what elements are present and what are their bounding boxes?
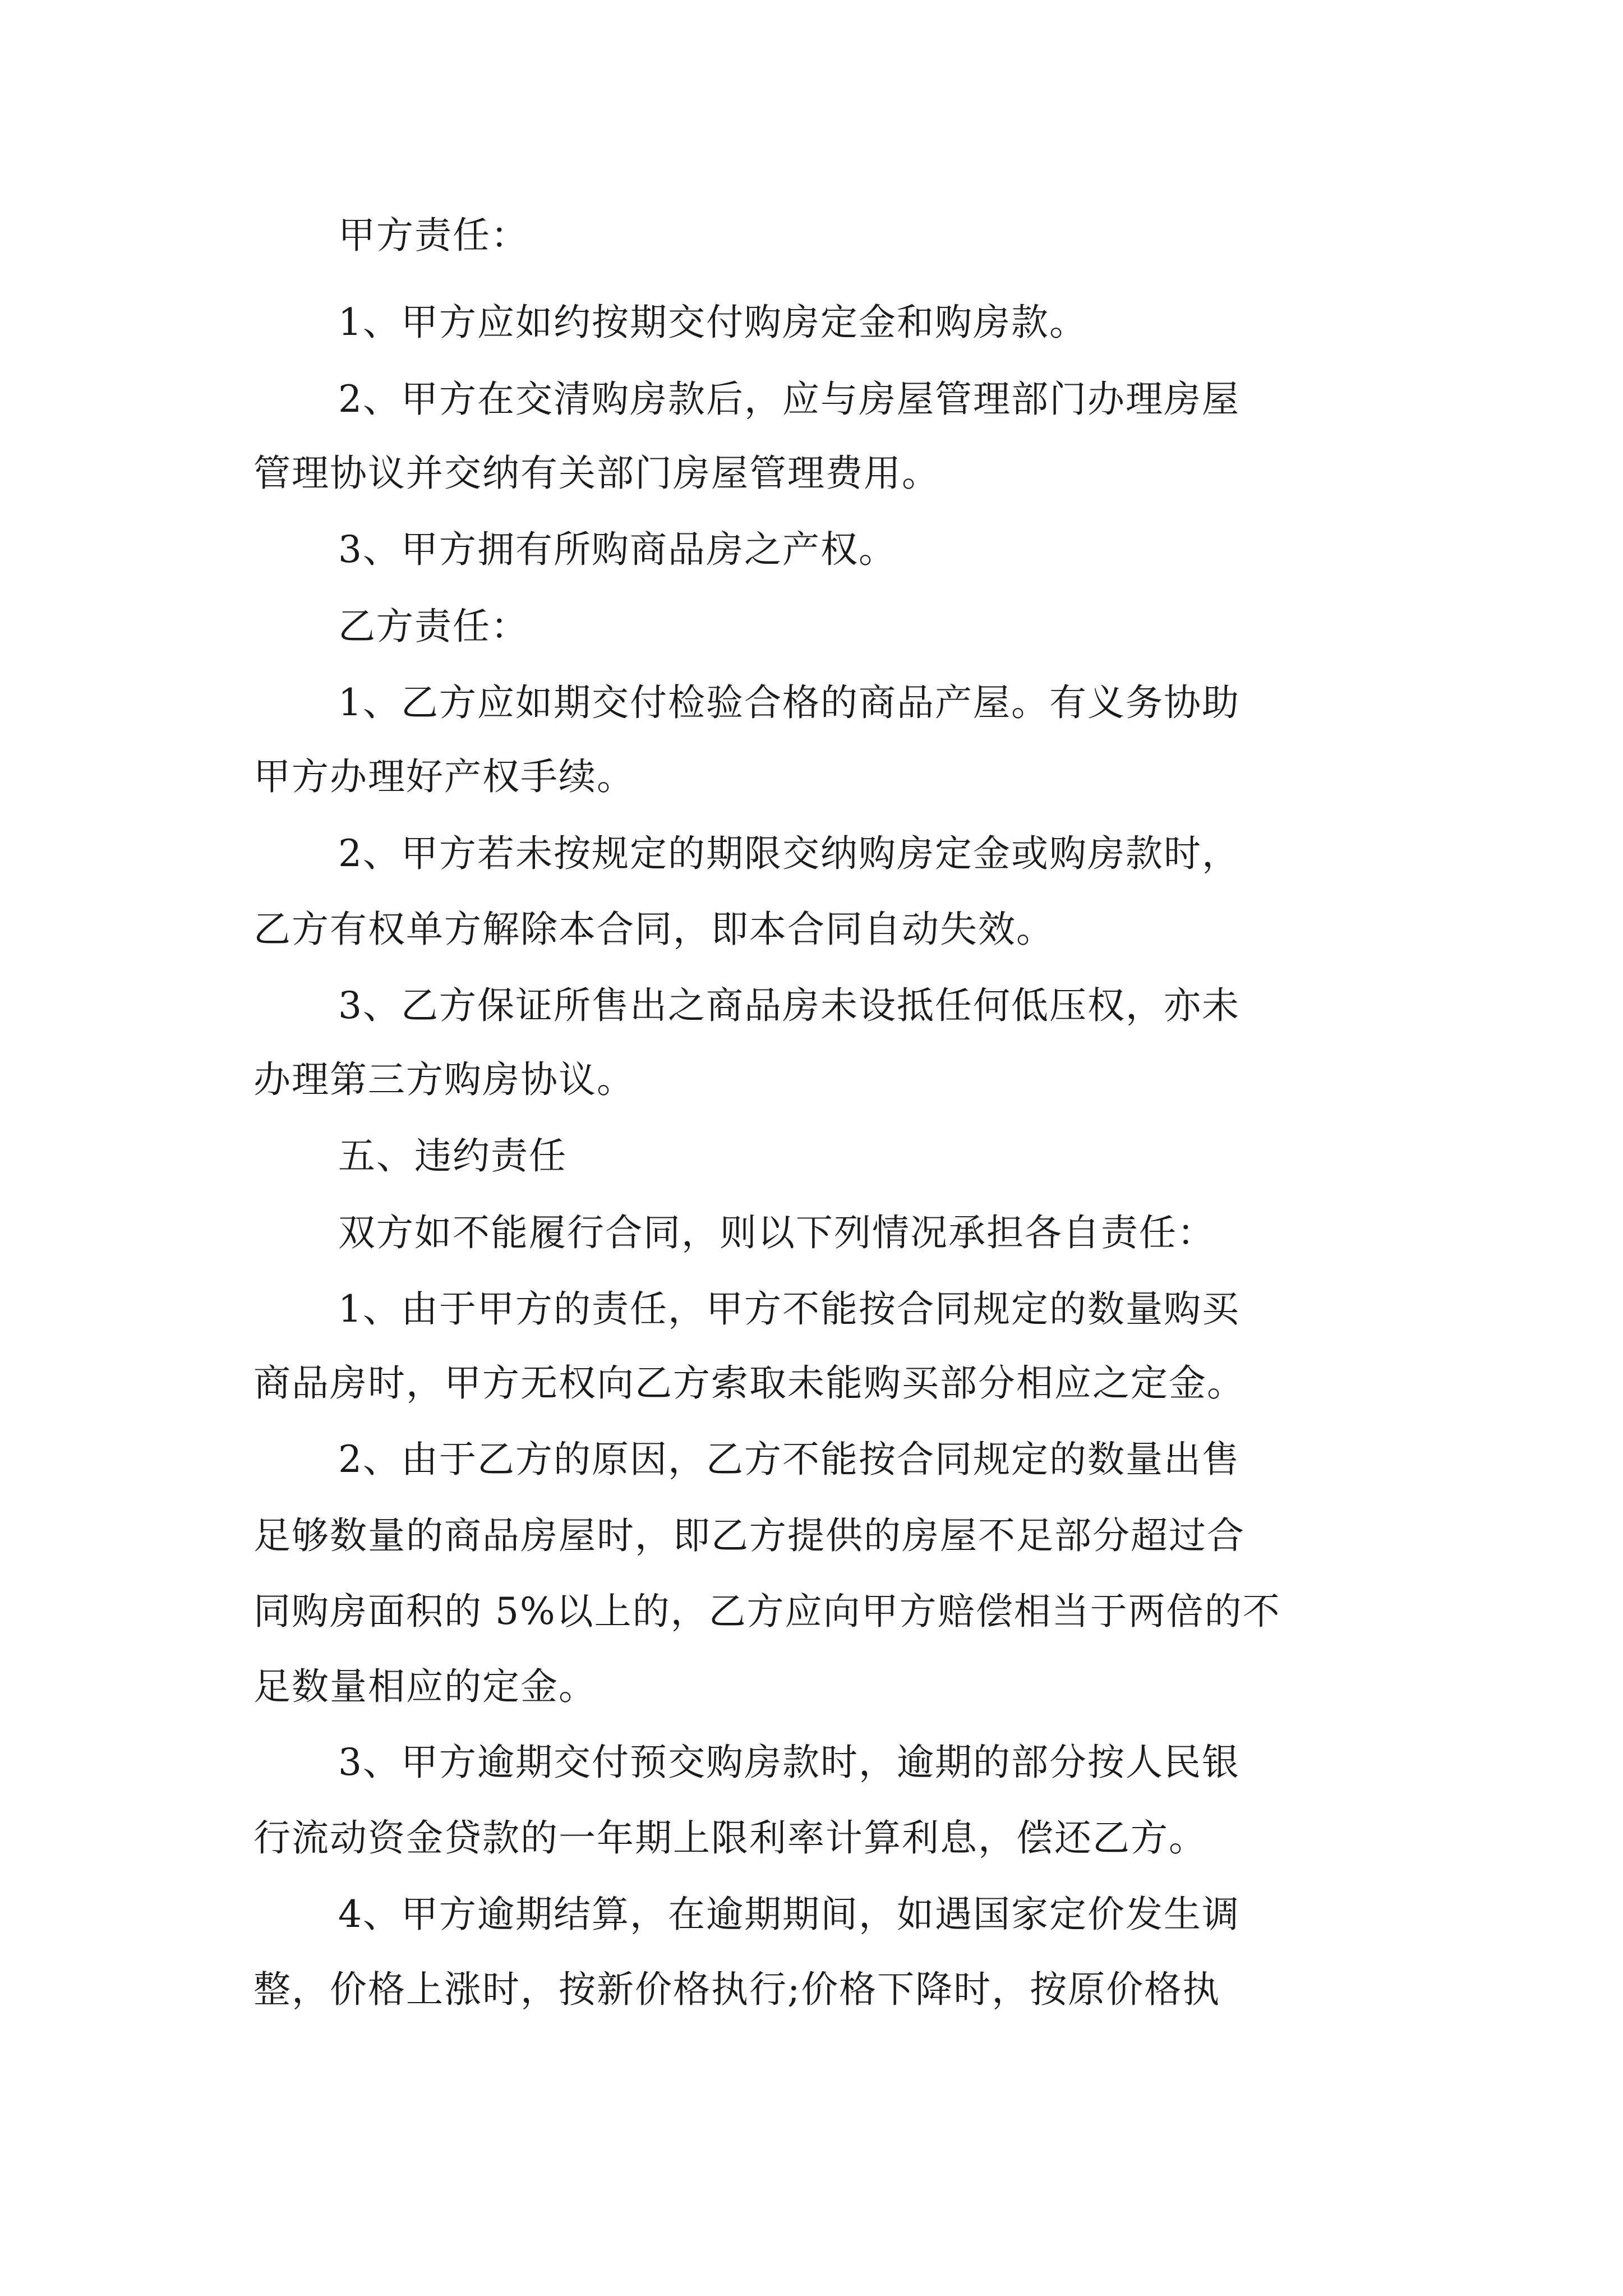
section-heading-breach: 五、违约责任 — [338, 1134, 567, 1177]
paragraph-party-b-1-line-2: 甲方办理好产权手续。 — [253, 755, 635, 798]
paragraph-breach-3-line-2: 行流动资金贷款的一年期上限利率计算利息，偿还乙方。 — [253, 1816, 1207, 1860]
paragraph-breach-2-line-3: 同购房面积的 5%以上的，乙方应向甲方赔偿相当于两倍的不 — [253, 1590, 1281, 1633]
section-heading-party-a: 甲方责任： — [338, 214, 529, 257]
paragraph-party-a-2-line-1: 2、甲方在交清购房款后，应与房屋管理部门办理房屋 — [338, 378, 1240, 421]
paragraph-breach-1-line-1: 1、由于甲方的责任，甲方不能按合同规定的数量购买 — [338, 1287, 1240, 1331]
paragraph-party-a-1: 1、甲方应如约按期交付购房定金和购房款。 — [338, 301, 1087, 344]
paragraph-breach-1-line-2: 商品房时，甲方无权向乙方索取未能购买部分相应之定金。 — [253, 1361, 1245, 1405]
paragraph-party-b-1-line-1: 1、乙方应如期交付检验合格的商品产屋。有义务协助 — [338, 681, 1240, 724]
paragraph-party-b-3-line-1: 3、乙方保证所售出之商品房未设抵任何低压权，亦未 — [338, 984, 1240, 1027]
section-heading-party-b: 乙方责任： — [338, 605, 529, 648]
paragraph-breach-2-line-4: 足数量相应的定金。 — [253, 1665, 597, 1708]
paragraph-party-a-3: 3、甲方拥有所购商品房之产权。 — [338, 528, 897, 571]
paragraph-party-b-2-line-2: 乙方有权单方解除本合同，即本合同自动失效。 — [253, 908, 1054, 951]
paragraph-party-a-2-line-2: 管理协议并交纳有关部门房屋管理费用。 — [253, 452, 940, 495]
paragraph-breach-4-line-2: 整，价格上涨时，按新价格执行;价格下降时，按原价格执 — [253, 1968, 1221, 2011]
paragraph-party-b-3-line-2: 办理第三方购房协议。 — [253, 1058, 635, 1101]
paragraph-breach-4-line-1: 4、甲方逾期结算，在逾期期间，如遇国家定价发生调 — [338, 1893, 1240, 1936]
paragraph-breach-2-line-1: 2、由于乙方的原因，乙方不能按合同规定的数量出售 — [338, 1438, 1240, 1481]
paragraph-breach-intro: 双方如不能履行合同，则以下列情况承担各自责任： — [338, 1211, 1215, 1254]
paragraph-breach-2-line-2: 足够数量的商品房屋时，即乙方提供的房屋不足部分超过合 — [253, 1514, 1245, 1557]
paragraph-party-b-2-line-1: 2、甲方若未按规定的期限交纳购房定金或购房款时， — [338, 832, 1240, 875]
paragraph-breach-3-line-1: 3、甲方逾期交付预交购房款时，逾期的部分按人民银 — [338, 1741, 1240, 1784]
